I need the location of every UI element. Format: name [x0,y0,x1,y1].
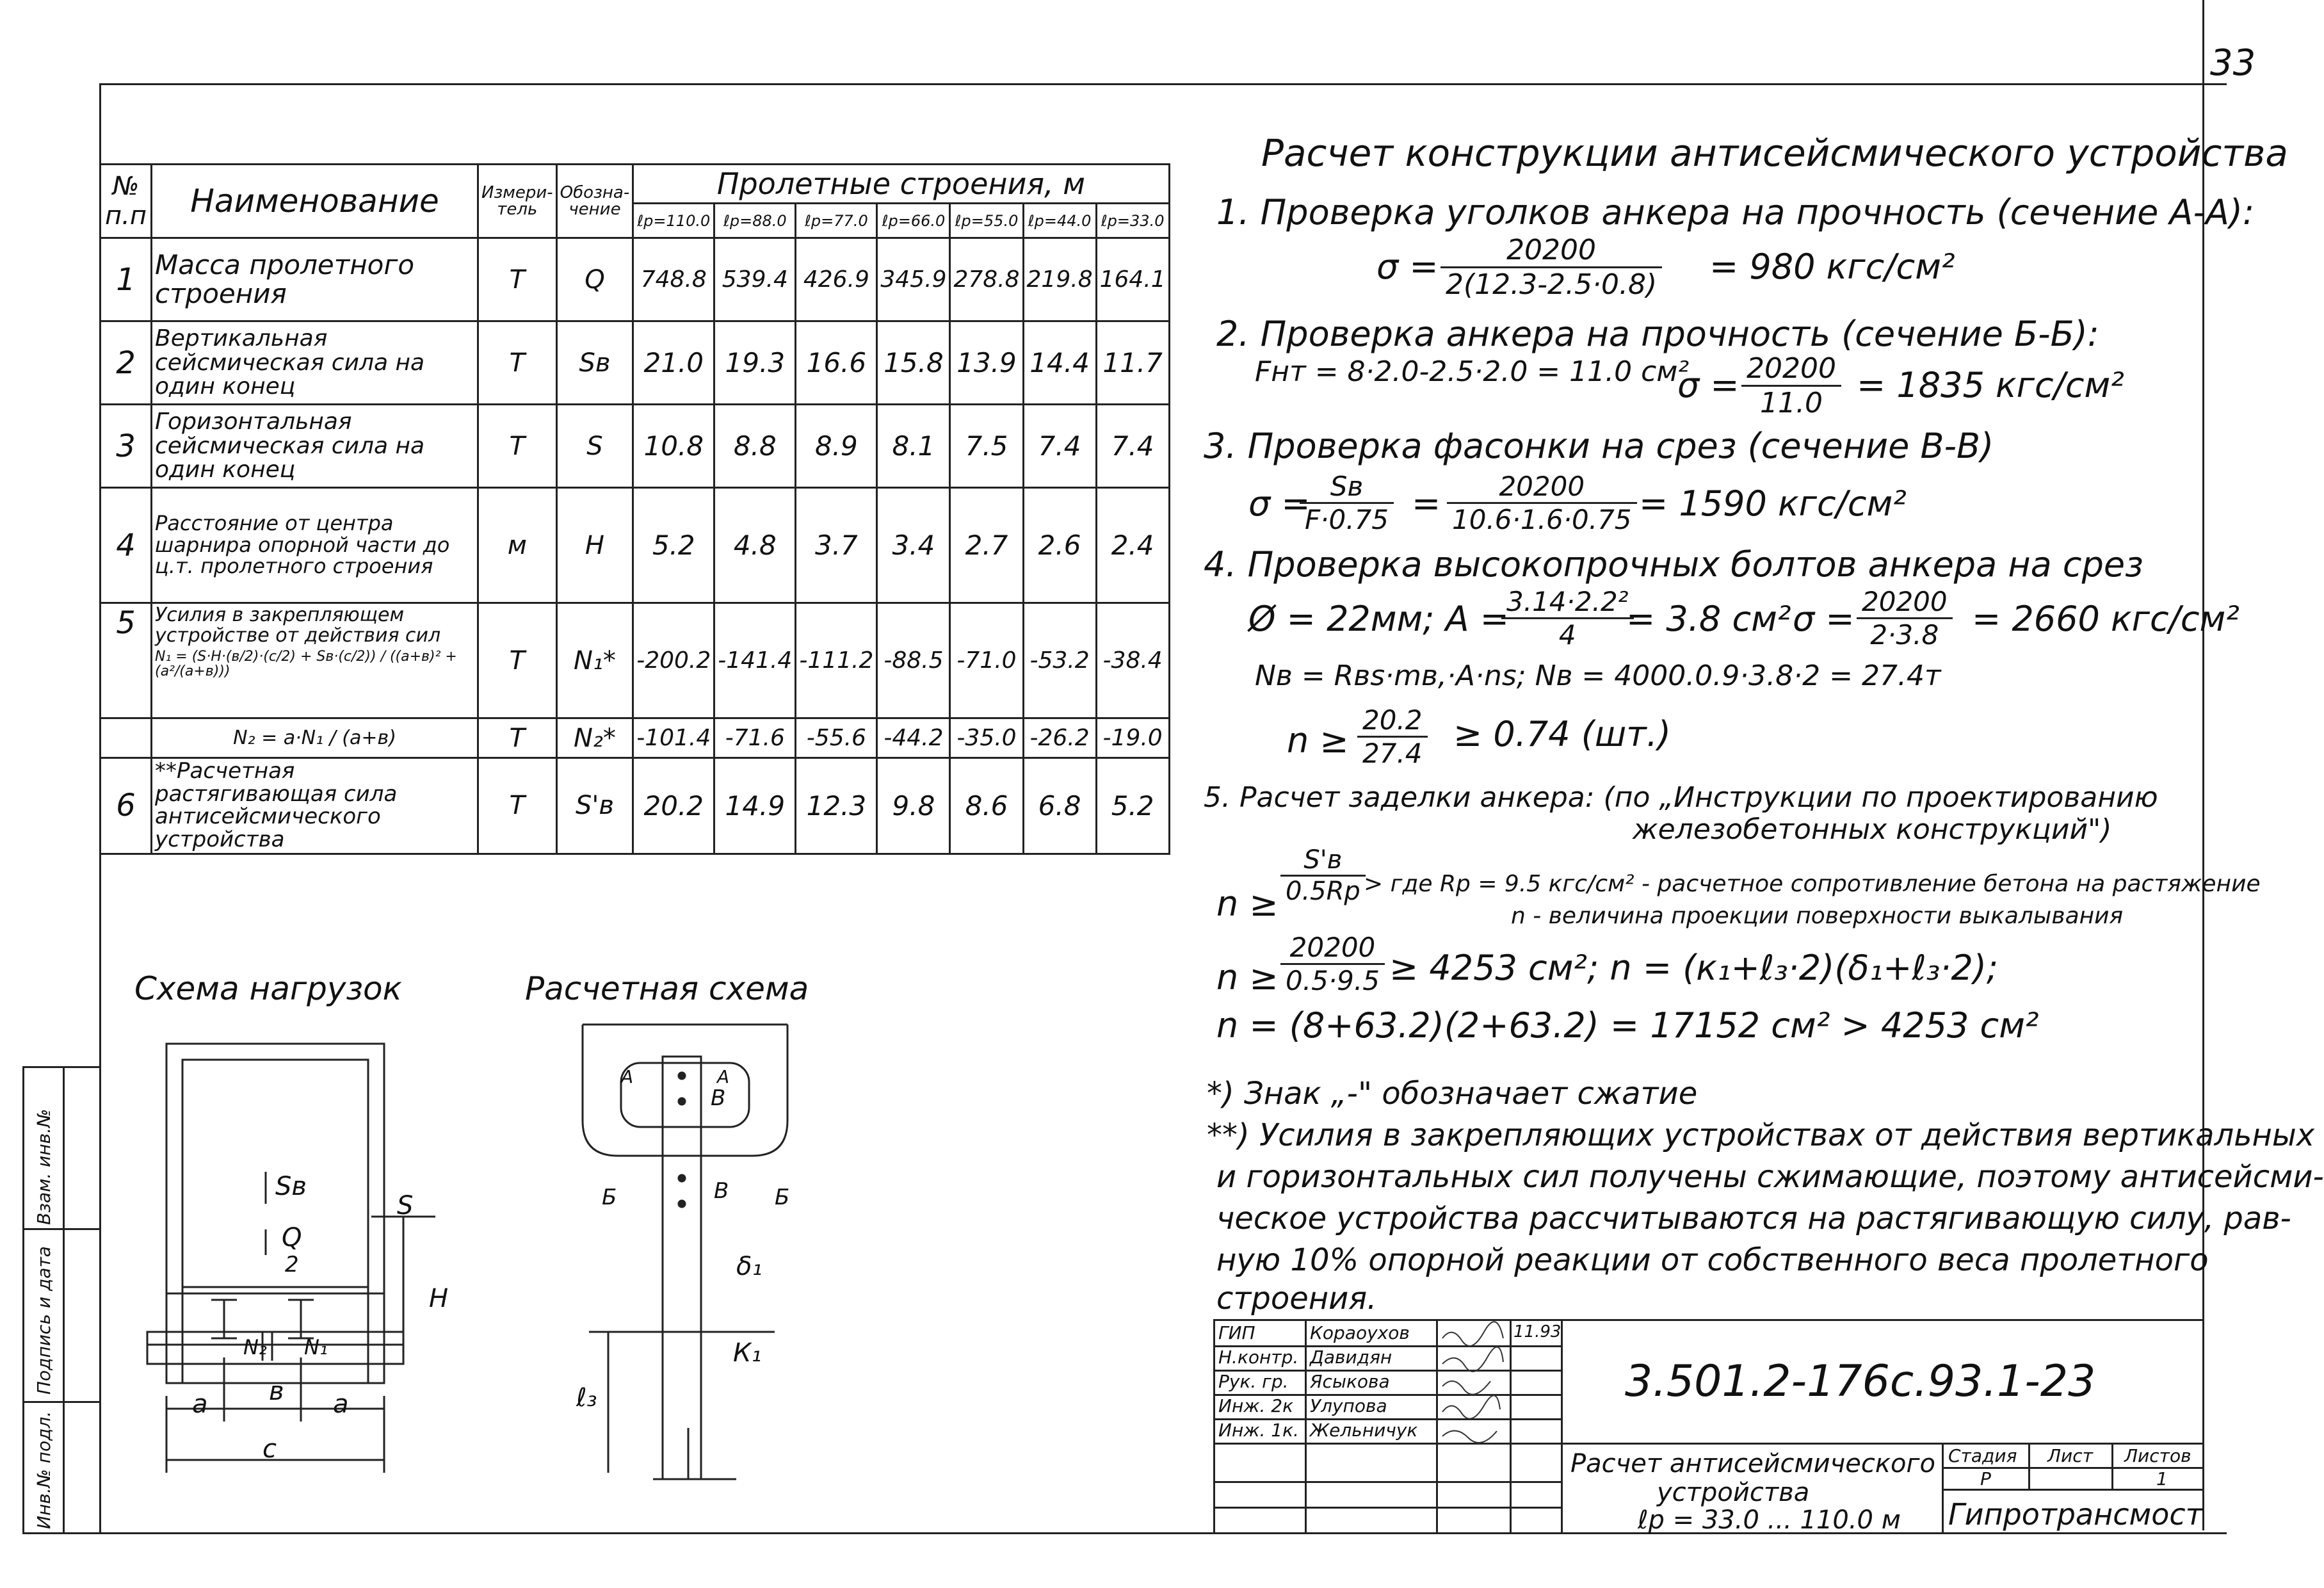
calc-3-result: = 1590 кгс/см² [1639,483,1907,524]
calc-3-fraction-a [1300,471,1394,535]
calc-label-b1: Б [602,1185,617,1210]
cell-value: 3.7 [796,488,877,603]
calc-3-eq: = [1412,483,1441,524]
row-unit: Т [478,238,557,321]
header-designation: Обозна- чение [556,165,633,238]
calc-5-lhs: n ≥ [1216,884,1279,924]
cell-value: 19.3 [714,321,796,405]
span-col: ℓр=110.0 [633,204,714,238]
calc-step-4: 4. Проверка высокопрочных болтов анкера на срез [1204,544,2143,585]
tb-name: Ясыкова [1310,1371,1390,1392]
row-unit: Т [478,603,557,718]
tb-role: ГИП [1218,1322,1255,1343]
cell-value: 164.1 [1096,238,1169,321]
cell-value: 7.4 [1096,405,1169,488]
row-unit: Т [478,718,557,758]
cell-value: 345.9 [877,238,950,321]
cell-value: 8.6 [950,758,1023,854]
cell-value: 539.4 [714,238,796,321]
binding-strip [22,1066,101,1534]
row-name: Горизонтальная сейсмическая сила на один конец [152,405,478,488]
cell-value: 7.5 [950,405,1023,488]
calc-5-n2-lhs: n ≥ [1216,957,1279,998]
cell-value: -101.4 [633,718,714,758]
load-label-a1: а [192,1390,208,1419]
load-label-q: Q [282,1223,302,1252]
load-label-a2: а [333,1390,349,1419]
fraction-denominator: 27.4 [1362,738,1423,769]
fraction-numerator: 20200 [1440,234,1662,268]
tb-role: Инж. 2к [1218,1395,1294,1416]
sheet-number: 33 [2210,42,2256,84]
binding-podpis-data: Подпись и дата [33,1246,54,1395]
tb-sheet-header: Лист [2047,1445,2093,1466]
fraction-numerator: Sв [1300,471,1394,504]
fraction-denominator: 4 [1558,619,1576,651]
header-num: № п.п [101,165,152,238]
calc-4-area-fraction [1501,586,1634,651]
tb-desc-2: устройства [1657,1478,1810,1507]
row-desig: Q [556,238,633,321]
calc-label-l3: ℓ₃ [576,1383,597,1413]
cell-value: 219.8 [1023,238,1096,321]
load-label-b: в [269,1377,284,1406]
tb-line [1510,1321,1512,1532]
fraction-denominator: 11.0 [1760,387,1823,419]
cell-value: -71.0 [950,603,1023,718]
tb-line [1215,1443,2204,1445]
span-col: ℓр=66.0 [877,204,950,238]
calc-5-n3: n = (8+63.2)(2+63.2) = 17152 см² > 4253 см² [1216,1005,2039,1046]
calc-2-lhs: σ = [1677,365,1739,405]
row-name: Масса пролетного строения [152,238,478,321]
tb-stage-value: Р [1980,1468,1991,1489]
calc-label-b2: Б [775,1185,790,1210]
cell-value: 15.8 [877,321,950,405]
cell-value: 8.9 [796,405,877,488]
cell-value: 748.8 [633,238,714,321]
calc-3-lhs: σ = [1248,483,1311,524]
calc-step-1: 1. Проверка уголков анкера на прочность (сечение А-А): [1216,192,2255,232]
cell-value: 2.6 [1023,488,1096,603]
calc-2-area: Fнт = 8·2.0-2.5·2.0 = 11.0 см² [1255,355,1690,388]
note-2: **) Усилия в закрепляющих устройствах от действия вертикальных [1207,1117,2315,1153]
cell-value: 16.6 [796,321,877,405]
load-label-q2: 2 [285,1252,299,1277]
row-num: 5 [101,603,152,718]
row-name: Расстояние от центра шарнира опорной части до ц.т. пролетного строения [152,488,478,603]
calc-label-a2: А [717,1066,730,1087]
row-desig: N₂* [556,718,633,758]
calc-label-a1: А [621,1066,634,1087]
row-unit: Т [478,758,557,854]
tb-name: Кораоухов [1310,1322,1410,1343]
table-row [101,718,1170,758]
calc-5-n2-fraction [1280,932,1385,996]
cell-value: 5.2 [1096,758,1169,854]
calc-1-fraction [1440,234,1662,301]
cell-value: 8.8 [714,405,796,488]
table-row [101,488,1170,603]
row-num [101,718,152,758]
fraction-numerator: 20200 [1857,586,1953,619]
calc-4-sigma-lhs: σ = [1793,599,1855,639]
cell-value: -26.2 [1023,718,1096,758]
binding-inv-podl: Инв.№ подл. [33,1411,54,1529]
calc-scheme-drawing [563,1012,832,1524]
tb-line [2111,1443,2113,1489]
cell-value: 9.8 [877,758,950,854]
row-desig: S [556,405,633,488]
tb-line [2028,1443,2030,1489]
calc-4-sigma-result: = 2660 кгс/см² [1972,599,2239,639]
table-row [101,321,1170,405]
fraction-numerator: 3.14·2.2² [1501,586,1634,619]
table-row [101,758,1170,854]
anchor-rod [663,1057,701,1479]
cell-value: 426.9 [796,238,877,321]
tb-line [1561,1321,1563,1532]
cell-value: 10.8 [633,405,714,488]
header-name: Наименование [152,165,478,238]
row-num: 6 [101,758,152,854]
calc-5-n2-result: ≥ 4253 см²; n = (к₁+ℓ₃·2)(δ₁+ℓ₃·2); [1389,948,1999,988]
load-scheme-drawing [128,1012,487,1518]
plate-outline [583,1025,787,1156]
load-label-s: S [397,1191,414,1220]
load-label-h: H [429,1284,449,1313]
fraction-numerator: S'в [1280,845,1366,877]
cell-value: -19.0 [1096,718,1169,758]
cell-value: -200.2 [633,603,714,718]
load-scheme-title: Схема нагрузок [134,970,402,1007]
calc-4-n-fraction [1357,704,1428,769]
calc-3-fraction-b [1447,471,1637,535]
calc-step-5-cont: железобетонных конструкций") [1633,813,2112,846]
calc-5-fraction [1280,845,1366,906]
calc-step-3: 3. Проверка фасонки на срез (сечение В-В) [1204,426,1994,466]
tb-line [1436,1321,1438,1532]
binding-divider [63,1401,101,1403]
binding-divider [63,1228,101,1230]
tb-role: Рук. гр. [1218,1371,1289,1392]
fraction-denominator: 10.6·1.6·0.75 [1452,504,1632,535]
span-frame-inner [182,1060,368,1383]
row-formula: N₂ = а·N₁ / (а+в) [152,718,478,758]
tb-code: 3.501.2-176с.93.1-23 [1625,1356,2096,1407]
row-num: 2 [101,321,152,405]
cell-value: 14.4 [1023,321,1096,405]
calc-4-n-result: ≥ 0.74 (шт.) [1453,714,1671,754]
tb-line [1215,1507,1561,1509]
row-name: Вертикальная сейсмическая сила на один конец [152,321,478,405]
binding-divider [24,1228,63,1230]
cell-value: 12.3 [796,758,877,854]
cell-value: -53.2 [1023,603,1096,718]
load-label-c: с [262,1434,277,1464]
tb-organization: Гипротрансмост [1948,1497,2203,1532]
row-num: 1 [101,238,152,321]
note-3: и горизонтальных сил получены сжимающие, поэтому антисейсми- [1216,1159,2324,1195]
calc-1-result: = 980 кгс/см² [1709,247,1955,287]
tb-name: Улупова [1310,1395,1387,1416]
calc-title: Расчет конструкции антисейсмического устройства [1261,131,2288,175]
fraction-denominator: 2·3.8 [1870,619,1939,651]
fraction-denominator: 2(12.3-2.5·0.8) [1446,268,1658,301]
row-desig: Sв [556,321,633,405]
cell-value: 8.1 [877,405,950,488]
tb-stage-header: Стадия [1948,1445,2017,1466]
cell-value: -141.4 [714,603,796,718]
fraction-numerator: 20200 [1280,932,1385,965]
tb-desc-1: Расчет антисейсмического [1570,1449,1935,1479]
span-col: ℓр=77.0 [796,204,877,238]
calc-1-lhs: σ = [1376,247,1439,287]
span-col: ℓр=33.0 [1096,204,1169,238]
fraction-numerator: 20200 [1741,352,1841,387]
row-desig: H [556,488,633,603]
row-desig: N₁* [556,603,633,718]
load-label-n2: N₂ [243,1335,267,1359]
calc-4-n-lhs: n ≥ [1287,720,1349,761]
note-5: ную 10% опорной реакции от собственного веса пролетного [1216,1242,2209,1278]
calc-label-v2: В [714,1178,729,1204]
tb-name: Давидян [1310,1347,1392,1368]
calc-5-where: > где Rр = 9.5 кгс/см² - расчетное сопротивление бетона на растяжение [1364,871,2261,897]
fraction-denominator: F·0.75 [1305,504,1389,535]
tb-name: Жельничук [1310,1420,1418,1441]
calc-5-where-2: n - величина проекции поверхности выкалывания [1511,903,2124,929]
row-num: 3 [101,405,152,488]
tb-line [1942,1443,1944,1532]
row-formula: N₁ = (S·H·(в/2)·(с/2) + Sв·(с/2)) / ((а+в)² + (а²/(а+в))) [155,649,457,680]
calc-scheme-title: Расчетная схема [525,970,809,1007]
cell-value: 7.4 [1023,405,1096,488]
table-row [101,238,1170,321]
cell-value: 278.8 [950,238,1023,321]
calc-4-area-result: = 3.8 см² [1626,599,1791,639]
fraction-denominator: 0.5·9.5 [1286,965,1380,996]
cell-value: 20.2 [633,758,714,854]
row-num: 4 [101,488,152,603]
cell-value: 13.9 [950,321,1023,405]
calc-step-5: 5. Расчет заделки анкера: (по „Инструкции по проектированию [1204,781,2158,814]
cell-value: -71.6 [714,718,796,758]
row-name-formula [152,603,478,718]
title-block [1213,1319,2204,1535]
cell-value: 5.2 [633,488,714,603]
cell-value: 2.4 [1096,488,1169,603]
calc-label-delta: δ₁ [736,1252,763,1281]
calc-2-fraction [1741,352,1841,419]
row-unit: Т [478,405,557,488]
calc-step-2: 2. Проверка анкера на прочность (сечение Б-Б): [1216,314,2099,354]
signatures [1439,1322,1506,1441]
tb-line [1215,1481,1561,1483]
table-row [101,603,1170,718]
calc-label-v1: В [711,1085,726,1111]
span-col: ℓр=44.0 [1023,204,1096,238]
cell-value: 21.0 [633,321,714,405]
header-spans: Пролетные строения, м [633,165,1169,204]
row-name: **Расчетная растягивающая сила антисейсмического устройства [152,758,478,854]
tb-date: 11.93 [1513,1322,1561,1341]
binding-vzam-inv: Взам. инв.№ [33,1108,54,1225]
fraction-numerator: 20200 [1447,471,1637,504]
note-1: *) Знак „-" обозначает сжатие [1207,1076,1698,1112]
tb-line [1305,1321,1307,1532]
binding-divider [24,1401,63,1403]
cell-value: 2.7 [950,488,1023,603]
load-label-n1: N₁ [304,1335,328,1359]
cell-value: 4.8 [714,488,796,603]
fraction-numerator: 20.2 [1357,704,1428,738]
cell-value: -111.2 [796,603,877,718]
cell-value: -44.2 [877,718,950,758]
cell-value: -38.4 [1096,603,1169,718]
row-unit: м [478,488,557,603]
cell-value: -35.0 [950,718,1023,758]
pier-cap [147,1332,403,1364]
fraction-denominator: 0.5Rр [1286,877,1360,906]
tb-desc-3: ℓр = 33.0 ... 110.0 м [1638,1505,1901,1535]
tb-sheets-value: 1 [2156,1468,2168,1489]
tb-role: Н.контр. [1218,1347,1299,1368]
tb-role: Инж. 1к. [1218,1420,1299,1441]
calc-label-k1: К₁ [733,1338,762,1368]
cell-value: -55.6 [796,718,877,758]
span-col: ℓр=88.0 [714,204,796,238]
cell-value: -88.5 [877,603,950,718]
calc-2-result: = 1835 кгс/см² [1857,365,2124,405]
calc-4-sigma-fraction [1857,586,1953,651]
tb-sheets-header: Листов [2124,1445,2191,1466]
cell-value: 6.8 [1023,758,1096,854]
cell-value: 14.9 [714,758,796,854]
table-row [101,405,1170,488]
anchor-hole [621,1063,749,1127]
note-6: строения. [1216,1281,1377,1317]
cell-value: 11.7 [1096,321,1169,405]
span-col: ℓр=55.0 [950,204,1023,238]
calc-4-phi: Ø = 22мм; А = [1248,599,1509,639]
header-unit: Измери- тель [478,165,557,238]
calc-4-bolt-capacity: Nв = Rвs·mв,·А·ns; Nв = 4000.0.9·3.8·2 = 27.4т [1255,660,1941,692]
row-name: Усилия в закрепляющем устройстве от действия сил [155,604,441,647]
row-desig: S'в [556,758,633,854]
row-unit: Т [478,321,557,405]
load-label-sv: Sв [275,1172,307,1201]
note-4: ческое устройства рассчитываются на растягивающую силу, рав- [1216,1201,2291,1236]
cell-value: 3.4 [877,488,950,603]
forces-table [99,163,1170,855]
